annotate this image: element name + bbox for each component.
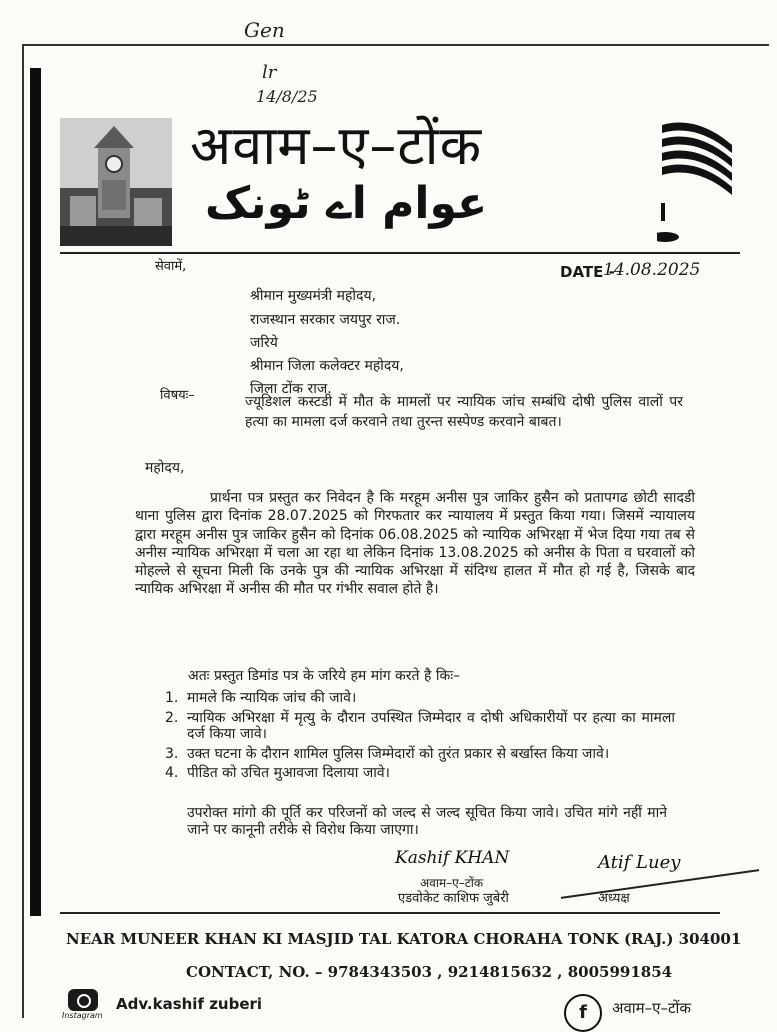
subject-label: विषयः– (160, 388, 195, 403)
signature-org: अवाम–ए–टोंक (420, 876, 484, 890)
demand-number: 3. (165, 745, 179, 762)
signatory-name: एडवोकेट काशिफ जुबेरी (398, 891, 509, 906)
instagram-handle: Adv.kashif zuberi (116, 995, 263, 1013)
demand-text: मामले कि न्यायिक जांच की जावे। (187, 690, 357, 706)
list-item (165, 710, 675, 743)
recipient-line: राजस्थान सरकार जयपुर राज. (250, 312, 401, 328)
handwritten-gen-note: Gen (244, 18, 285, 42)
signature-1: Kashif KHAN (395, 848, 510, 868)
instagram-icon-lens (77, 994, 91, 1008)
masthead-title-hindi: अवाम–ए–टोंक (190, 114, 483, 177)
handwritten-received-date: 14/8/25 (256, 87, 318, 106)
facebook-icon: f (564, 994, 602, 1032)
footer-address: NEAR MUNEER KHAN KI MASJID TAL KATORA CHORAHA TONK (RAJ.) 304001 (66, 930, 742, 948)
masthead-title-urdu: عوام اے ٹونک (205, 178, 488, 229)
demand-text: उक्त घटना के दौरान शामिल पुलिस जिम्मेदारों को तुरंत प्रकार से बर्खास्त किया जावे। (187, 745, 610, 762)
greeting: महोदय, (145, 460, 185, 476)
recipient-line: जिला टोंक राज. (250, 381, 332, 397)
list-item (165, 690, 675, 707)
subject-text: ज्यूडिशल कस्टडी में मौत के मामलों पर न्यायिक जांच सम्बंधि दोषी पुलिस वालों पर हत्या का मामला दर्ज करवाने तथा तुरन्त सस्पेण्ड करवाने बाबत। (245, 394, 683, 430)
instagram-caption: Instagram (62, 1011, 103, 1020)
recipient-line: जरिये (250, 335, 278, 351)
footer-rule (60, 912, 720, 914)
demand-text: न्यायिक अभिरक्षा में मृत्यु के दौरान उपस्थित जिम्मेदार व दोषी अधिकारीयों पर हत्या का मामला दर्ज किया जावे। (187, 709, 675, 742)
demand-text: पीडित को उचित मुआवजा दिलाया जावे। (187, 765, 390, 781)
footer-contact: CONTACT, NO. – 9784343503 , 9214815632 , 8005991854 (186, 963, 673, 981)
flag-logo (657, 115, 737, 245)
signature-2: Atif Luey (598, 852, 681, 873)
salutation-to: सेवामें, (155, 259, 187, 274)
facebook-page-name: अवाम–ए–टोंक (612, 999, 691, 1017)
demand-number: 1. (165, 690, 179, 706)
demand-number: 4. (165, 765, 179, 781)
demand-list (165, 690, 675, 785)
demand-intro: अतः प्रस्तुत डिमांड पत्र के जरिये हम मांग करते है किः– (188, 668, 461, 684)
handwritten-initials: lr (262, 62, 277, 83)
demand-number: 2. (165, 709, 179, 726)
date-value: 14.08.2025 (603, 260, 701, 280)
date-label: DATE - (560, 263, 615, 281)
signatory-role: अध्यक्ष (598, 891, 630, 906)
list-item (165, 746, 675, 763)
header-rule (60, 252, 740, 254)
letterhead-side-bar (30, 68, 41, 916)
closing-paragraph: उपरोक्त मांगो की पूर्ति कर परिजनों को जल्द से जल्द सूचित किया जावे। उचित मांगे नहीं माने जाने पर कानूनी तरीके से विरोध किया जाएगा। (187, 805, 667, 838)
list-item (165, 765, 675, 782)
clock-tower-photo (60, 118, 172, 246)
recipient-line: श्रीमान मुख्यमंत्री महोदय, (250, 288, 377, 304)
body-paragraph: प्रार्थना पत्र प्रस्तुत कर निवेदन है कि मरहूम अनीस पुत्र जाकिर हुसैन को प्रतापगढ छोटी सादडी थाना पुलिस द्वारा दिनांक 28.07.2025 को गिरफतार कर न्यायालय में प्रस्तुत किया गया। जिसमें न्यायालय द्वारा मरहूम अनीस पुत्र जाकिर हुसैन को दिनांक 06.08.2025 को न्यायिक अभिरक्षा में भेज दिया गया तब से अनीस न्यायिक अभिरक्षा में चला आ रहा था लेकिन दिनांक 13.08.2025 को अनीस के पिता व घरवालों को मोहल्ले से सूचना मिली कि उनके पुत्र की न्यायिक अभिरक्षा में संदिग्ध हालत में मौत हो गई है, जिसके बाद न्यायिक अभिरक्षा में अनीस की मौत पर गंभीर सवाल होते है। (135, 490, 695, 598)
recipient-line: श्रीमान जिला कलेक्टर महोदय, (250, 358, 404, 374)
